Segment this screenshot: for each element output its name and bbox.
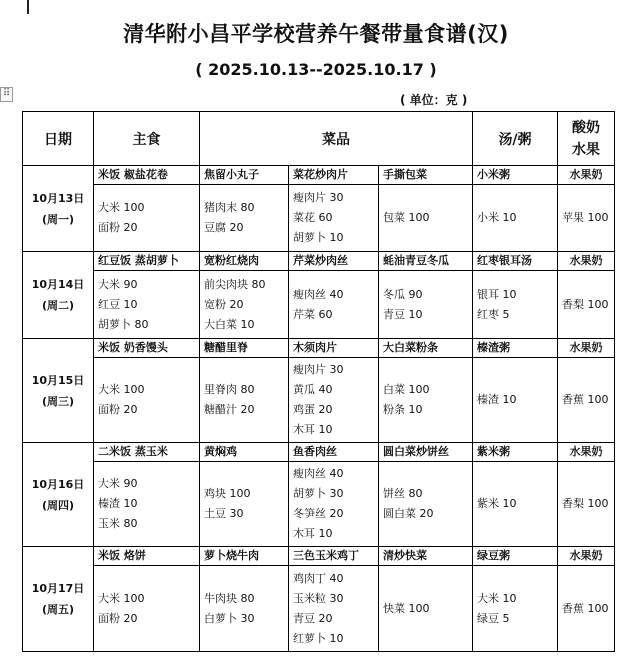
dish1-dish-name: 宽粉红烧肉 (200, 252, 289, 271)
ingredient-line: 鸡蛋 20 (293, 403, 333, 416)
ingredient-line: 香蕉 100 (562, 601, 609, 615)
ingredient-line: 胡萝卜 80 (98, 317, 149, 331)
ingredient-line: 冬笋丝 20 (293, 507, 344, 520)
ingredient-line: 芹菜 60 (293, 307, 333, 321)
ingredient-line: 白萝卜 30 (204, 611, 255, 625)
extra-dish-name: 水果奶 (558, 166, 615, 185)
ingredient-line: 银耳 10 (477, 287, 517, 301)
staple-dish-name: 米饭 椒盐花卷 (94, 166, 200, 185)
date-cell (23, 252, 94, 339)
dish1-ingredients (200, 271, 289, 339)
day-dish-row (23, 252, 615, 271)
ingredient-line: 大白菜 10 (204, 317, 255, 331)
soup-ingredients (473, 271, 558, 339)
ingredient-line: 绿豆 5 (477, 611, 510, 625)
staple-ingredients (94, 271, 200, 339)
ingredient-line: 小米 10 (477, 211, 517, 224)
day-dish-row (23, 547, 615, 566)
extra-dish-name: 水果奶 (558, 339, 615, 358)
dish2-ingredients (289, 358, 379, 443)
soup-dish-name: 紫米粥 (473, 443, 558, 462)
ingredient-line: 瘦肉丝 40 (293, 467, 344, 480)
ingredient-line: 瘦肉丝 40 (293, 287, 344, 301)
ingredient-line: 大米 10 (477, 591, 517, 605)
header-date: 日期 (23, 112, 94, 166)
staple-dish-name: 米饭 烙饼 (94, 547, 200, 566)
ingredient-line: 前尖肉块 80 (204, 277, 266, 291)
ingredient-line: 圆白菜 20 (383, 507, 434, 520)
header-staple: 主食 (94, 112, 200, 166)
day-date: 10月17日 (31, 582, 85, 595)
day-weekday: (周一) (41, 212, 75, 226)
ingredient-line: 饼丝 80 (383, 487, 423, 500)
day-weekday: (周二) (41, 299, 75, 312)
soup-dish-name: 红枣银耳汤 (473, 252, 558, 271)
staple-ingredients (94, 185, 200, 252)
ingredient-line: 里脊肉 80 (204, 383, 255, 396)
dish1-dish-name: 糖醋里脊 (200, 339, 289, 358)
menu-table (22, 111, 615, 652)
ingredient-line: 糖醋汁 20 (204, 403, 255, 416)
dish1-ingredients (200, 462, 289, 547)
date-cell (23, 166, 94, 252)
soup-ingredients (473, 462, 558, 547)
ingredient-line: 榛渣 10 (98, 497, 138, 510)
ingredient-line: 木耳 10 (293, 527, 333, 540)
ingredient-line: 紫米 10 (477, 497, 517, 510)
staple-dish-name: 二米饭 蒸玉米 (94, 443, 200, 462)
ingredient-line: 玉米粒 30 (293, 591, 344, 605)
ingredient-line: 粉条 10 (383, 403, 423, 416)
extra-dish-name: 水果奶 (558, 252, 615, 271)
dish3-dish-name: 清炒快菜 (379, 547, 473, 566)
day-date: 10月15日 (31, 373, 85, 387)
dish3-dish-name: 手撕包菜 (379, 166, 473, 185)
day-weekday: (周五) (41, 603, 75, 616)
ingredient-line: 木耳 10 (293, 423, 333, 436)
extra-dish-name: 水果奶 (558, 547, 615, 566)
table-move-handle-icon[interactable]: ⠿ (0, 87, 13, 102)
ingredient-line: 牛肉块 80 (204, 591, 255, 605)
ingredient-line: 玉米 80 (98, 517, 138, 530)
dish3-ingredients (379, 462, 473, 547)
soup-ingredients (473, 185, 558, 252)
ingredient-line: 红豆 10 (98, 297, 138, 311)
ingredient-line: 面粉 20 (98, 611, 138, 625)
ingredient-line: 大米 100 (98, 201, 145, 214)
header-soup: 汤/粥 (473, 112, 558, 166)
ingredient-line: 香梨 100 (562, 297, 609, 311)
dish2-ingredients (289, 271, 379, 339)
day-dish-row (23, 443, 615, 462)
ingredient-line: 大米 100 (98, 591, 145, 605)
ingredient-line: 香梨 100 (562, 497, 609, 510)
staple-ingredients (94, 462, 200, 547)
extra-ingredients (558, 462, 615, 547)
text-cursor (27, 0, 29, 14)
day-date: 10月14日 (31, 278, 85, 291)
date-cell (23, 443, 94, 547)
ingredient-line: 青豆 20 (293, 611, 333, 625)
ingredient-line: 面粉 20 (98, 403, 138, 416)
header-yogurt-fruit (558, 112, 615, 166)
ingredient-line: 鸡肉丁 40 (293, 571, 344, 585)
ingredient-line: 青豆 10 (383, 307, 423, 321)
ingredient-line: 大米 90 (98, 477, 138, 490)
dish3-ingredients (379, 566, 473, 652)
ingredient-line: 大米 90 (98, 277, 138, 291)
dish3-ingredients (379, 271, 473, 339)
day-dish-row (23, 166, 615, 185)
extra-ingredients (558, 271, 615, 339)
ingredient-line: 快菜 100 (383, 601, 430, 615)
day-ingredient-row (23, 271, 615, 339)
ingredient-line: 香蕉 100 (562, 393, 609, 406)
day-weekday: (周四) (41, 498, 75, 512)
soup-dish-name: 小米粥 (473, 166, 558, 185)
dish1-ingredients (200, 185, 289, 252)
soup-ingredients (473, 566, 558, 652)
ingredient-line: 包菜 100 (383, 211, 430, 224)
header-yogurt: 酸奶 (572, 119, 600, 136)
ingredient-line: 宽粉 20 (204, 297, 244, 311)
ingredient-line: 面粉 20 (98, 221, 138, 234)
soup-dish-name: 绿豆粥 (473, 547, 558, 566)
dish2-dish-name: 木须肉片 (289, 339, 379, 358)
ingredient-line: 白菜 100 (383, 383, 430, 396)
day-date: 10月13日 (31, 191, 85, 205)
dish2-dish-name: 菜花炒肉片 (289, 166, 379, 185)
date-range: ( 2025.10.13--2025.10.17 ) (195, 60, 437, 79)
dish3-ingredients (379, 185, 473, 252)
ingredient-line: 红萝卜 10 (293, 631, 344, 645)
day-ingredient-row (23, 185, 615, 252)
dish2-ingredients (289, 566, 379, 652)
soup-dish-name: 榛渣粥 (473, 339, 558, 358)
ingredient-line: 瘦肉片 30 (293, 363, 344, 376)
ingredient-line: 鸡块 100 (204, 487, 251, 500)
ingredient-line: 胡萝卜 30 (293, 487, 344, 500)
header-row (23, 112, 615, 166)
dish1-ingredients (200, 566, 289, 652)
ingredient-line: 大米 100 (98, 383, 145, 396)
day-ingredient-row (23, 566, 615, 652)
soup-ingredients (473, 358, 558, 443)
staple-dish-name: 米饭 奶香馒头 (94, 339, 200, 358)
dish1-dish-name: 黄焖鸡 (200, 443, 289, 462)
staple-ingredients (94, 358, 200, 443)
staple-ingredients (94, 566, 200, 652)
day-weekday: (周三) (41, 394, 75, 408)
dish3-ingredients (379, 358, 473, 443)
ingredient-line: 黄瓜 40 (293, 383, 333, 396)
dish3-dish-name: 蚝油青豆冬瓜 (379, 252, 473, 271)
dish2-dish-name: 鱼香肉丝 (289, 443, 379, 462)
ingredient-line: 猪肉末 80 (204, 201, 255, 214)
dish1-dish-name: 萝卜烧牛肉 (200, 547, 289, 566)
ingredient-line: 榛渣 10 (477, 393, 517, 406)
day-dish-row (23, 339, 615, 358)
page-title: 清华附小昌平学校营养午餐带量食谱(汉) (123, 22, 509, 46)
day-ingredient-row (23, 462, 615, 547)
ingredient-line: 胡萝卜 10 (293, 231, 344, 244)
day-date: 10月16日 (31, 477, 85, 491)
dish3-dish-name: 圆白菜炒饼丝 (379, 443, 473, 462)
header-dishes: 菜品 (200, 112, 473, 166)
header-fruit: 水果 (572, 141, 600, 158)
extra-dish-name: 水果奶 (558, 443, 615, 462)
dish2-ingredients (289, 462, 379, 547)
dish1-ingredients (200, 358, 289, 443)
date-cell (23, 339, 94, 443)
extra-ingredients (558, 566, 615, 652)
dish2-dish-name: 芹菜炒肉丝 (289, 252, 379, 271)
date-cell (23, 547, 94, 652)
dish2-dish-name: 三色玉米鸡丁 (289, 547, 379, 566)
ingredient-line: 土豆 30 (204, 507, 244, 520)
ingredient-line: 菜花 60 (293, 211, 333, 224)
dish1-dish-name: 焦留小丸子 (200, 166, 289, 185)
ingredient-line: 苹果 100 (562, 211, 609, 224)
staple-dish-name: 红豆饭 蒸胡萝卜 (94, 252, 200, 271)
ingredient-line: 冬瓜 90 (383, 287, 423, 301)
day-ingredient-row (23, 358, 615, 443)
unit-label: ( 单位：克 ) (400, 93, 468, 107)
ingredient-line: 瘦肉片 30 (293, 191, 344, 204)
extra-ingredients (558, 358, 615, 443)
ingredient-line: 红枣 5 (477, 307, 510, 321)
extra-ingredients (558, 185, 615, 252)
ingredient-line: 豆腐 20 (204, 221, 244, 234)
dish3-dish-name: 大白菜粉条 (379, 339, 473, 358)
dish2-ingredients (289, 185, 379, 252)
